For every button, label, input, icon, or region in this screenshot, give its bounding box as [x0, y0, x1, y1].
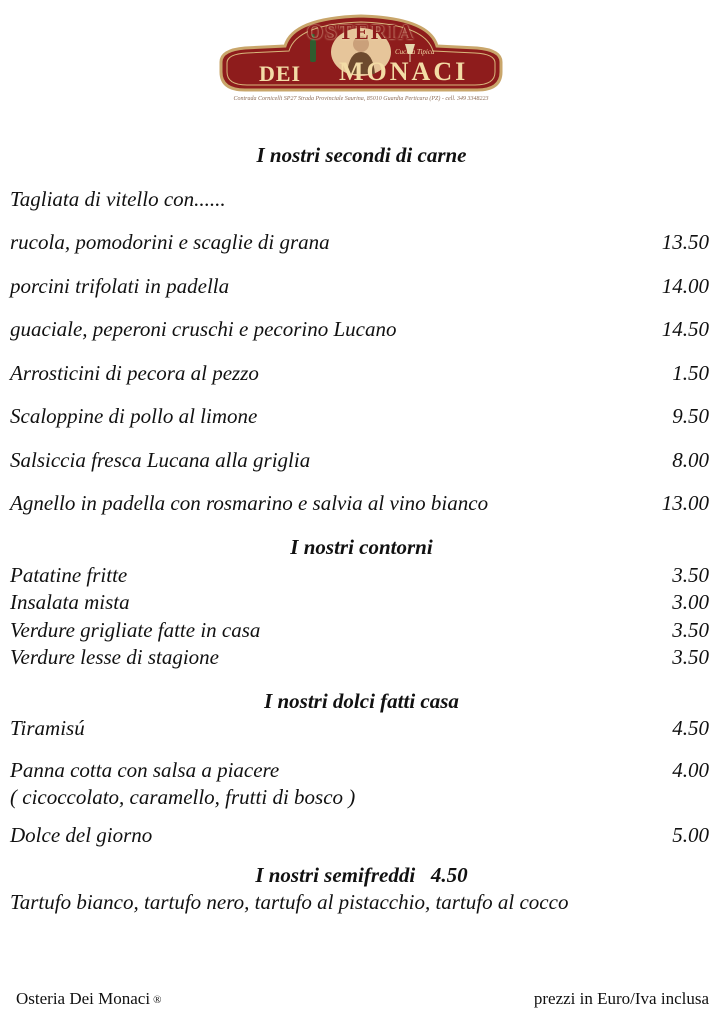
menu-item-name: Salsiccia fresca Lucana alla griglia — [10, 448, 311, 472]
logo-tagline: Cucina Tipica — [395, 48, 435, 56]
footer-price-note: prezzi in Euro/Iva inclusa — [533, 989, 709, 1008]
menu-item-name: Scaloppine di pollo al limone — [10, 404, 258, 428]
menu-intro: Tagliata di vitello con...... — [10, 187, 226, 211]
menu-item-name: guaciale, peperoni cruschi e pecorino Lucano — [10, 317, 397, 341]
logo-address: Contrada Cornicelli SP27 Strada Provinciale Saurina, 85010 Guardia Perticara (PZ) - cell. 349 3348223 — [233, 96, 489, 102]
menu-item-name: rucola, pomodorini e scaglie di grana — [10, 230, 330, 254]
logo-dei: DEI — [259, 61, 302, 86]
menu-item-name: Tiramisú — [10, 716, 85, 740]
menu-item-price: 5.00 — [672, 823, 709, 847]
footer-restaurant-name — [16, 989, 161, 1009]
registered-mark: ® — [153, 994, 162, 1006]
restaurant-logo — [215, 10, 507, 96]
logo-top-word: OSTERIA — [306, 20, 416, 44]
menu-item-price: 13.00 — [661, 491, 709, 515]
menu-item-name: porcini trifolati in padella — [10, 274, 230, 298]
menu-item-price: 3.50 — [672, 645, 709, 669]
menu-item-price: 4.50 — [672, 716, 709, 740]
section-title-contorni: I nostri contorni — [290, 535, 433, 559]
menu-item-price: 3.50 — [672, 563, 709, 587]
menu-item-price: 8.00 — [672, 448, 709, 472]
menu-item-price: 1.50 — [672, 361, 709, 385]
menu-item-name: Agnello in padella con rosmarino e salvia al vino bianco — [10, 491, 489, 515]
footer-name-text: Osteria Dei Monaci — [16, 989, 151, 1008]
menu-item-name: Patatine fritte — [10, 563, 128, 587]
menu-item-name: Arrosticini di pecora al pezzo — [10, 361, 259, 385]
menu-item-price: 3.00 — [672, 590, 709, 614]
menu-item-note: ( cicoccolato, caramello, frutti di bosco ) — [10, 785, 356, 809]
semifreddi-list: Tartufo bianco, tartufo nero, tartufo al pistacchio, tartufo al cocco — [10, 890, 569, 914]
menu-item-price: 9.50 — [672, 404, 709, 428]
menu-item-price: 3.50 — [672, 618, 709, 642]
menu-item-name: Panna cotta con salsa a piacere — [10, 758, 280, 782]
menu-item-price: 14.50 — [661, 317, 709, 341]
section-title-carne: I nostri secondi di carne — [256, 143, 467, 167]
menu-item-name: Verdure lesse di stagione — [10, 645, 219, 669]
menu-item-name: Dolce del giorno — [10, 823, 153, 847]
section-title-dolci: I nostri dolci fatti casa — [264, 689, 459, 713]
menu-item-price: 13.50 — [661, 230, 709, 254]
menu-item-name: Verdure grigliate fatte in casa — [10, 618, 261, 642]
section-title-semifreddi: I nostri semifreddi 4.50 — [255, 863, 468, 887]
menu-item-name: Insalata mista — [10, 590, 130, 614]
menu-item-price: 14.00 — [661, 274, 709, 298]
logo-monaci: MONACI — [339, 57, 469, 86]
menu-item-price: 4.00 — [672, 758, 709, 782]
